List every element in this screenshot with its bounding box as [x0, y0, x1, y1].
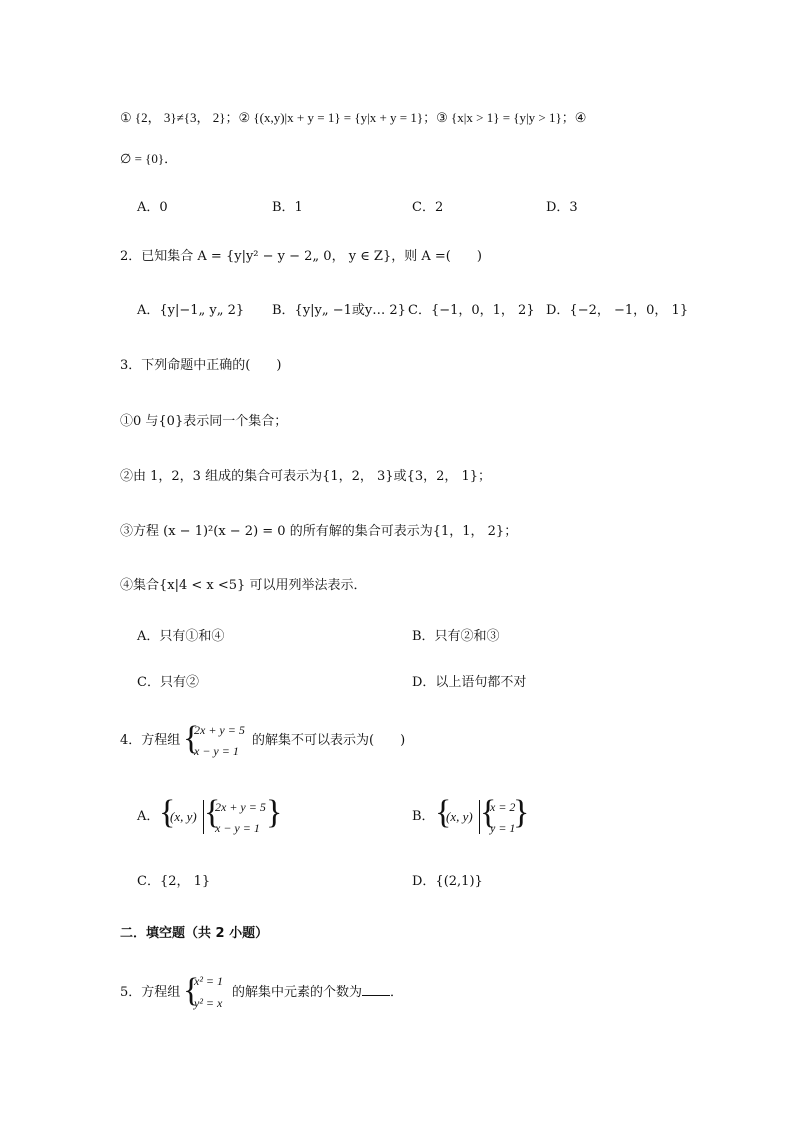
- section-heading: 二．填空题（共 2 小题）: [120, 926, 269, 941]
- q1-option-c: C．2: [412, 200, 444, 215]
- q3-item-4: ④集合{x|4 < x <5} 可以用列举法表示．: [120, 578, 367, 593]
- q1-line1: ① {2， 3}≠{3， 2}；② {(x,y)|x + y = 1} = {y|x + y = 1}；③ {x|x > 1} = {y|y > 1}；④: [120, 110, 587, 125]
- q4-option-a-pair: (x, y): [170, 809, 197, 824]
- q1-line2: ∅ = {0}．: [120, 151, 178, 166]
- q4-option-b-right-brace: }: [513, 794, 530, 831]
- q5-equation-1: x² = 1: [194, 974, 224, 988]
- q4-option-a-label: A．: [137, 809, 160, 824]
- q4-equation-1: 2x + y = 5: [194, 723, 245, 737]
- q4-option-b-pair: (x, y): [446, 809, 473, 824]
- q4-option-a-equation-1: 2x + y = 5: [215, 800, 266, 814]
- q4-option-a-left-brace: {: [159, 794, 176, 831]
- q2-option-c: C．{−1，0，1， 2}: [408, 303, 535, 318]
- q2-stem: 2．已知集合 A = {y|y² − y − 2„ 0， y ∈ Z}，则 A =( ): [120, 249, 482, 264]
- q3-option-c: C．只有②: [137, 675, 199, 690]
- q4-option-b-label: B．: [412, 809, 435, 824]
- q5-stem-suffix: 的解集中元素的个数为: [232, 985, 363, 1000]
- q3-option-d: D．以上语句都不对: [412, 675, 527, 690]
- q3-stem: 3．下列命题中正确的( ): [120, 358, 282, 373]
- q5-system-brace: {: [183, 972, 200, 1009]
- q5-equation-2: y² = x: [194, 996, 223, 1010]
- q5-stem-prefix: 5．方程组: [120, 985, 181, 1000]
- q1-option-d: D．3: [546, 200, 578, 215]
- q4-option-a-right-brace: }: [266, 794, 283, 831]
- q4-system-brace: {: [183, 720, 200, 757]
- q5-answer-blank: [362, 985, 390, 996]
- q4-option-b-inner-brace: {: [480, 794, 497, 831]
- q4-stem-suffix: 的解集不可以表示为( ): [252, 733, 406, 748]
- q4-option-d: D．{(2,1)}: [412, 874, 483, 889]
- q4-option-b-left-brace: {: [435, 794, 452, 831]
- q1-option-a: A．0: [137, 200, 168, 215]
- q5-stem-end: ．: [390, 985, 404, 1000]
- q4-option-a-inner-brace: {: [204, 794, 221, 831]
- q2-option-d: D．{−2， −1，0， 1}: [546, 303, 689, 318]
- q5-stem-line: [232, 985, 403, 1001]
- q1-option-b: B．1: [272, 200, 303, 215]
- q4-option-c: C．{2， 1}: [137, 874, 211, 889]
- q3-item-2: ②由 1，2，3 组成的集合可表示为{1，2， 3}或{3，2， 1}；: [120, 469, 492, 484]
- q2-option-b: B．{y|y„ −1或y… 2}: [272, 303, 406, 318]
- q4-option-a-equation-2: x − y = 1: [215, 821, 260, 835]
- q4-stem-prefix: 4．方程组: [120, 733, 181, 748]
- q3-option-a: A．只有①和④: [137, 629, 225, 644]
- q3-item-1: ①0 与{0}表示同一个集合；: [120, 414, 288, 429]
- q3-option-b: B．只有②和③: [412, 629, 500, 644]
- q4-option-b-equation-2: y = 1: [490, 821, 516, 835]
- q4-equation-2: x − y = 1: [194, 744, 239, 758]
- q3-item-3: ③方程 (x − 1)²(x − 2) = 0 的所有解的集合可表示为{1，1， 2}；: [120, 524, 518, 539]
- q2-option-a: A．{y|−1„ y„ 2}: [137, 303, 245, 318]
- q4-option-b-equation-1: x = 2: [490, 800, 516, 814]
